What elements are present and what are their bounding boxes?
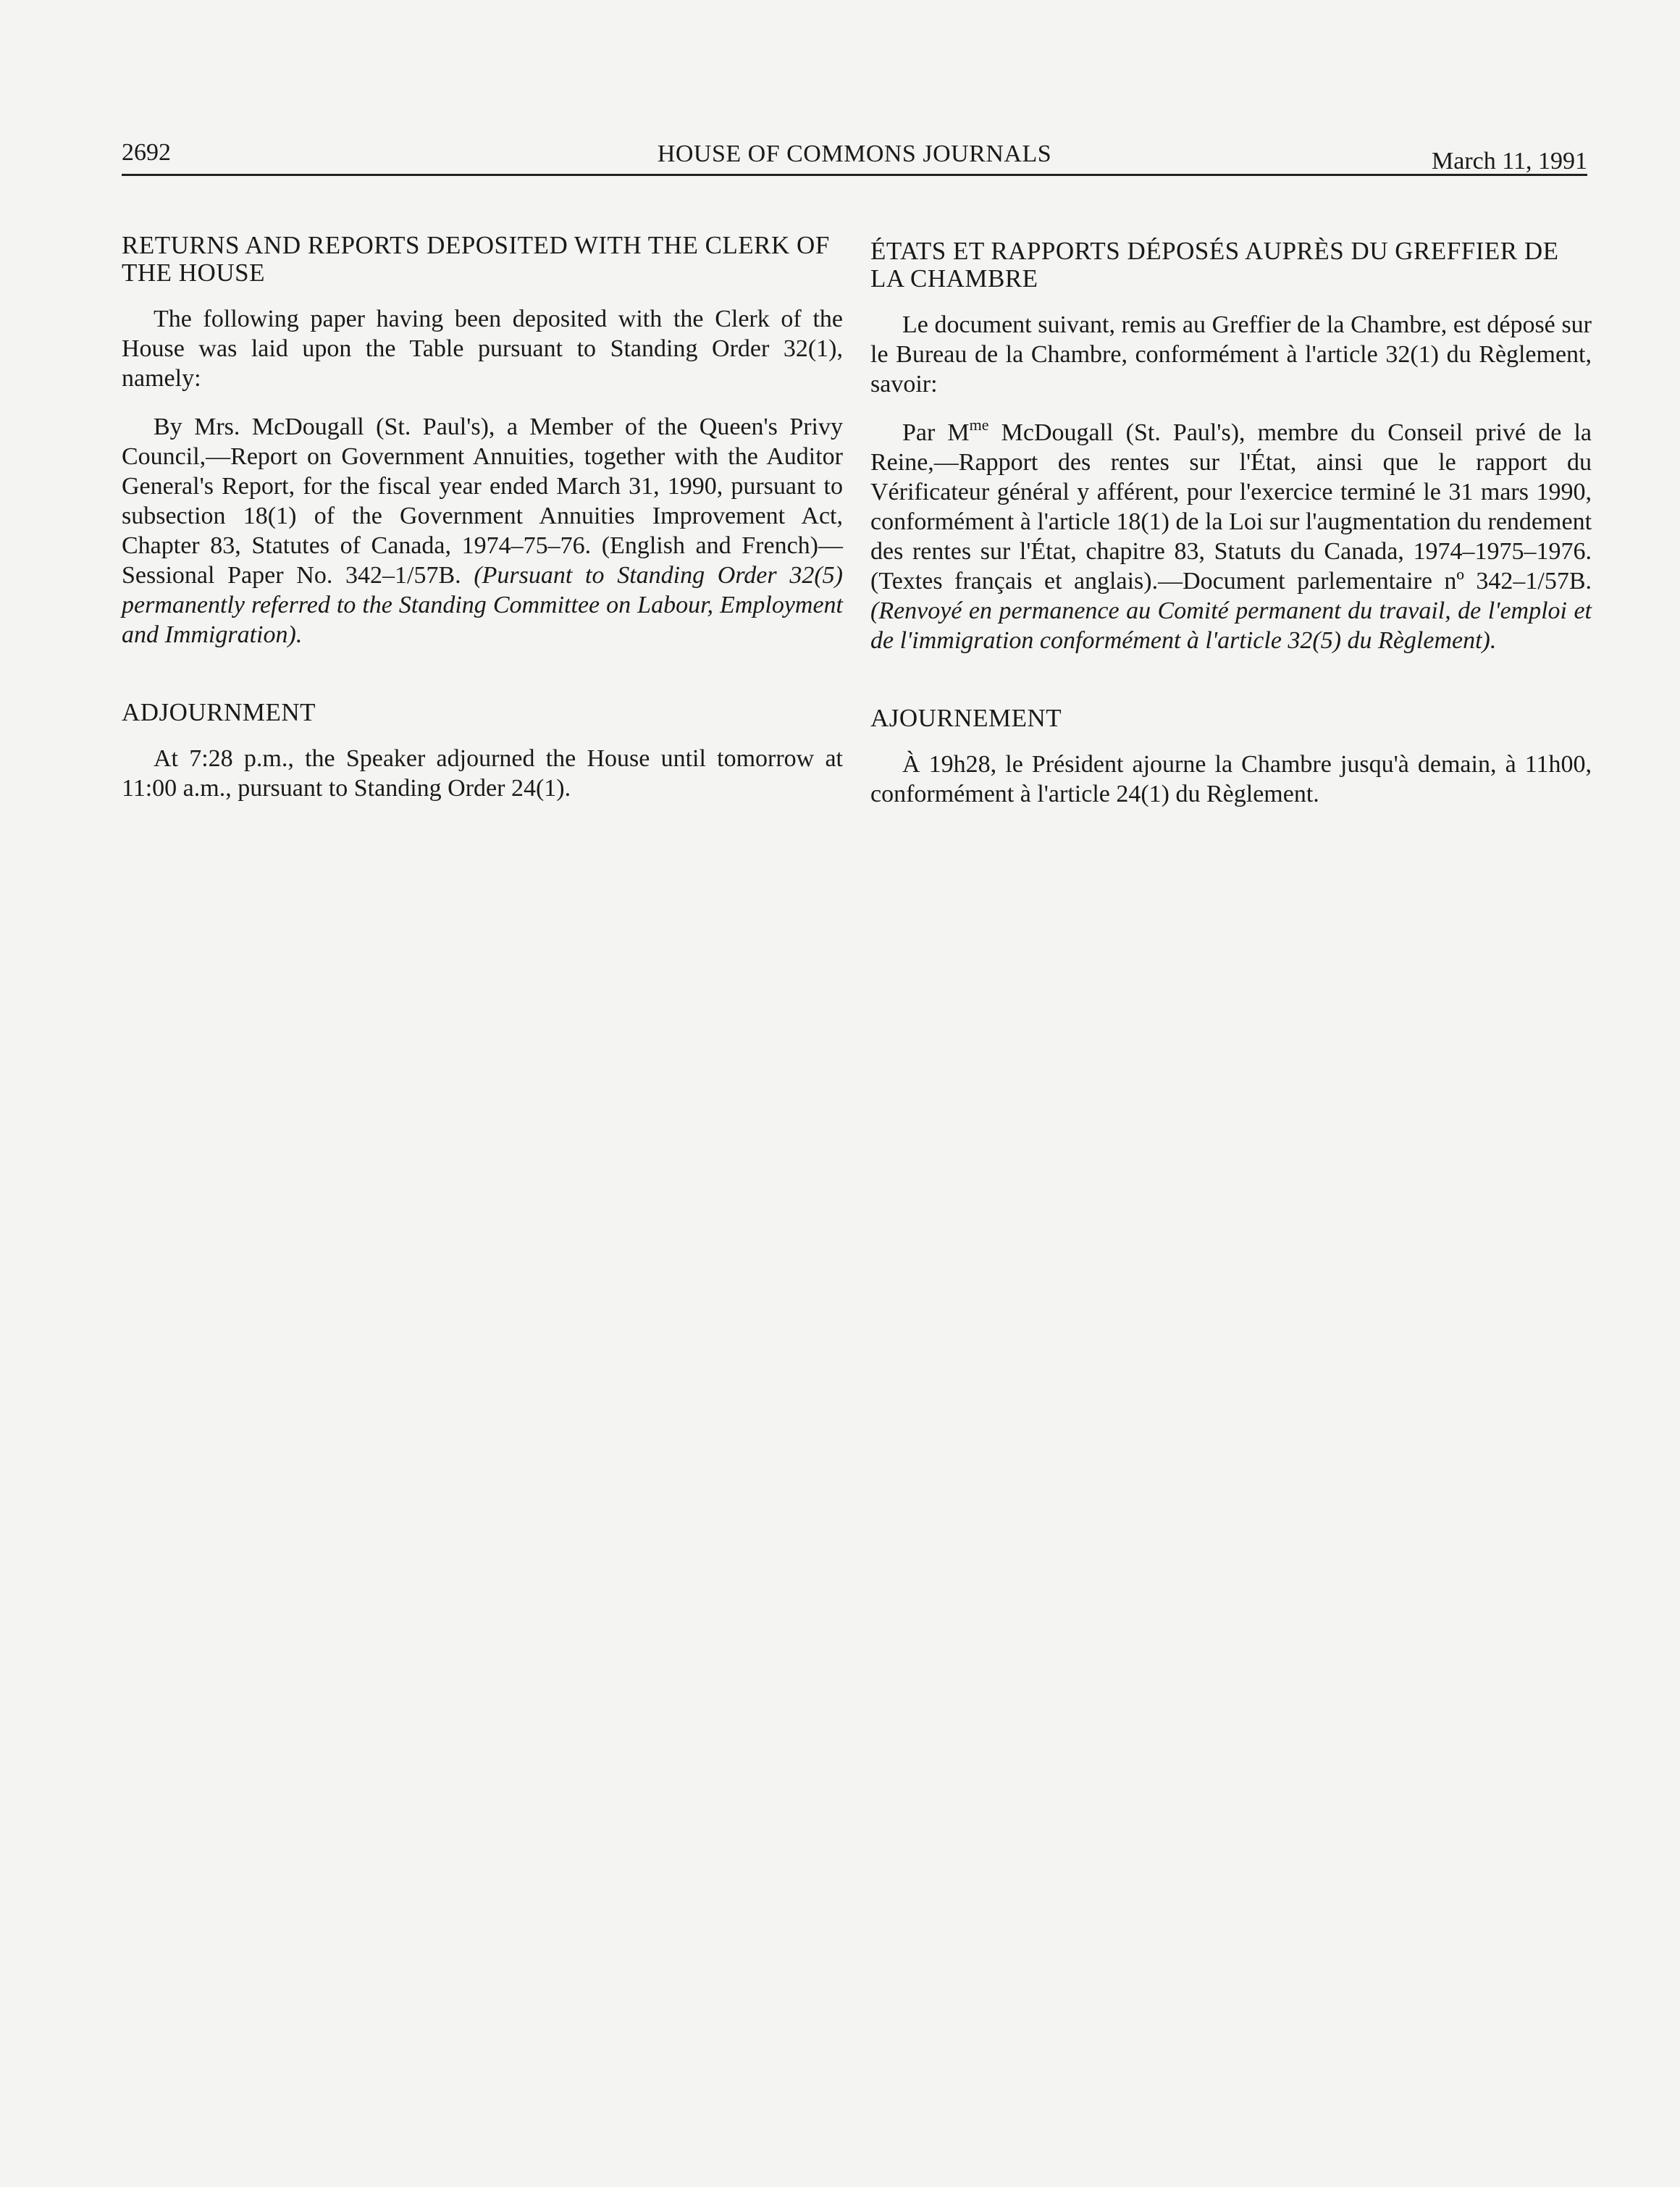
journal-title: HOUSE OF COMMONS JOURNALS [657, 140, 1052, 167]
page-number: 2692 [122, 139, 171, 166]
returns-referral-fr: (Renvoyé en permanence au Comité permanent du travail, de l'emploi et de l'immigration conformément à l'article 32(5) du Règlement). [870, 597, 1592, 654]
returns-intro-en: The following paper having been deposited with the Clerk of the House was laid upon the Table pursuant to Standing Order 32(1), namely: [122, 306, 843, 392]
returns-referral-en: (Pursuant to Standing Order 32(5) permanently referred to the Standing Committee on Labour, Employment and Immigration). [122, 562, 843, 648]
journal-date: March 11, 1991 [1432, 148, 1587, 175]
french-column [870, 238, 1592, 809]
adjournment-heading-fr: AJOURNEMENT [870, 704, 1062, 732]
adjournment-body-fr: À 19h28, le Président ajourne la Chambre jusqu'à demain, à 11h00, conformément à l'article 24(1) du Règlement. [870, 751, 1592, 807]
returns-paragraph-en [122, 412, 843, 650]
returns-heading-en: RETURNS AND REPORTS DEPOSITED WITH THE CLERK OF THE HOUSE [122, 231, 830, 287]
running-header [122, 138, 1587, 176]
returns-body-prefix-fr: Par M [902, 419, 970, 446]
honorific-superscript: me [969, 416, 989, 434]
returns-body-fr: McDougall (St. Paul's), membre du Conseil privé de la Reine,—Rapport des rentes sur l'État, ainsi que le rapport du Vérificateur général y afférent, pour l'exercice terminé le 31 mars 1990, conformément à l'article 18(1) de la Loi sur l'augmentation du rendement des rentes sur l'État, chapitre 83, Statuts du Canada, 1974–1975–1976. (Textes français et anglais).—Document parlementaire nº 342–1/57B. [870, 419, 1592, 595]
returns-paragraph-fr [870, 418, 1592, 655]
adjournment-heading-en: ADJOURNMENT [122, 698, 316, 726]
returns-heading-fr: ÉTATS ET RAPPORTS DÉPOSÉS AUPRÈS DU GREFFIER DE LA CHAMBRE [870, 237, 1559, 293]
returns-intro-fr: Le document suivant, remis au Greffier de la Chambre, est déposé sur le Bureau de la Chambre, conformément à l'article 32(1) du Règlement, savoir: [870, 311, 1592, 398]
english-column [122, 232, 843, 803]
adjournment-body-en: At 7:28 p.m., the Speaker adjourned the House until tomorrow at 11:00 a.m., pursuant to Standing Order 24(1). [122, 745, 843, 802]
returns-body-en: By Mrs. McDougall (St. Paul's), a Member of the Queen's Privy Council,—Report on Government Annuities, together with the Auditor General's Report, for the fiscal year ended March 31, 1990, pursuant to subsection 18(1) of the Government Annuities Improvement Act, Chapter 83, Statutes of Canada, 1974–75–76. (English and French)—Sessional Paper No. 342–1/57B. [122, 414, 843, 589]
